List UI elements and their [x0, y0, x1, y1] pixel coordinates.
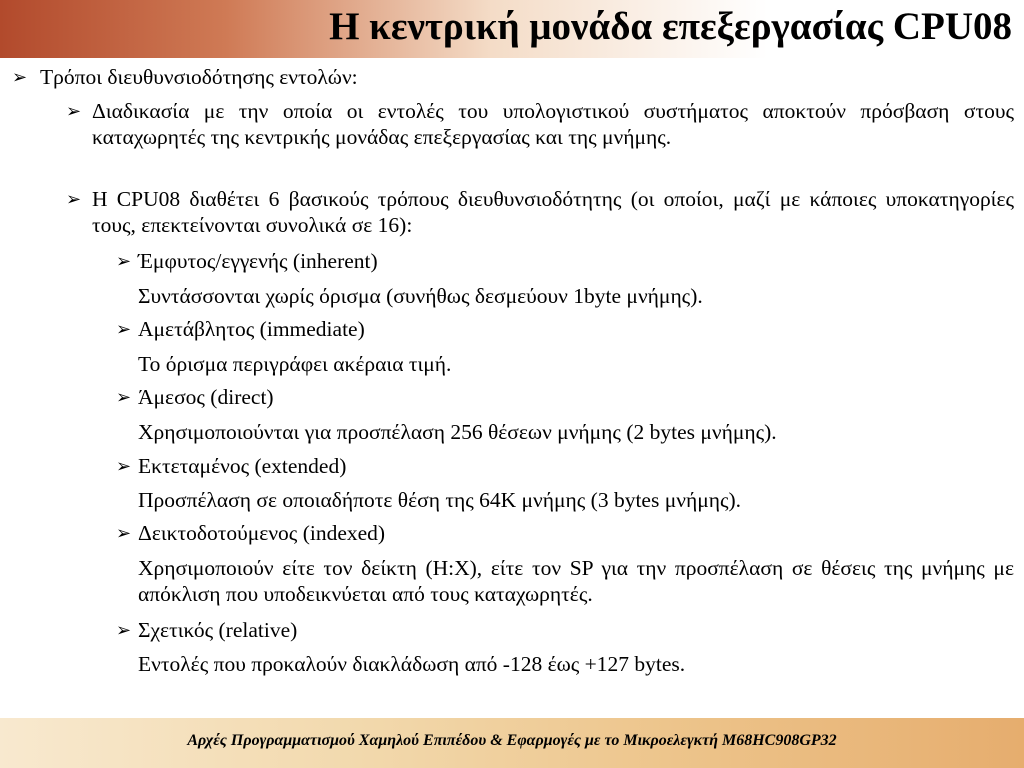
bullet-arrow-icon: ➢ [116, 251, 132, 271]
bullet-arrow-icon: ➢ [116, 387, 132, 407]
bullet-level2-text: Διαδικασία με την οποία οι εντολές του υπολογιστικού συστήματος αποκτούν πρόσβαση στους καταχωρητές της κεντρικής μονάδας επεξεργασίας και της μνήμης. [92, 99, 1014, 149]
bullet-arrow-icon: ➢ [66, 101, 82, 121]
mode-description: Συντάσσονται χωρίς όρισμα (συνήθως δεσμεύουν 1byte μνήμης). [138, 284, 703, 308]
slide-title: Η κεντρική μονάδα επεξεργασίας CPU08 [329, 5, 1012, 48]
mode-name: Εκτεταμένος (extended) [138, 454, 347, 478]
title-bar [0, 0, 1024, 58]
slide-content [0, 62, 1024, 712]
mode-name: Αμετάβλητος (immediate) [138, 317, 365, 341]
bullet-arrow-icon: ➢ [66, 189, 82, 209]
mode-name: Δεικτοδοτούμενος (indexed) [138, 521, 386, 545]
mode-name: Έμφυτος/εγγενής (inherent) [138, 249, 378, 273]
footer-bar [0, 718, 1024, 768]
bullet-arrow-icon: ➢ [116, 319, 132, 339]
mode-description: Χρησιμοποιούν είτε τον δείκτη (H:X), είτε τον SP για την προσπέλαση σε θέσεις της μνήμης με απόκλιση που υποδεικνύεται από τους καταχωρητές. [138, 556, 1014, 606]
mode-name: Σχετικός (relative) [138, 618, 298, 642]
mode-description: Εντολές που προκαλούν διακλάδωση από -128 έως +127 bytes. [138, 652, 686, 676]
mode-description: Το όρισμα περιγράφει ακέραια τιμή. [138, 352, 452, 376]
bullet-arrow-icon: ➢ [12, 67, 28, 87]
mode-name: Άμεσος (direct) [138, 385, 274, 409]
bullet-level1-text: Τρόποι διευθυνσιοδότησης εντολών: [40, 65, 358, 89]
bullet-arrow-icon: ➢ [116, 620, 132, 640]
bullet-arrow-icon: ➢ [116, 456, 132, 476]
bullet-arrow-icon: ➢ [116, 523, 132, 543]
footer-text: Αρχές Προγραμματισμού Χαμηλού Επιπέδου & Εφαρμογές με το Μικροελεγκτή Μ68HC908GP32 [187, 732, 837, 749]
bullet-level2-text: Η CPU08 διαθέτει 6 βασικούς τρόπους διευθυνσιοδότητης (οι οποίοι, μαζί με κάποιες υποκατηγορίες τους, επεκτείνονται συνολικά σε 16): [92, 187, 1014, 237]
mode-description: Χρησιμοποιούνται για προσπέλαση 256 θέσεων μνήμης (2 bytes μνήμης). [138, 420, 777, 444]
mode-description: Προσπέλαση σε οποιαδήποτε θέση της 64K μνήμης (3 bytes μνήμης). [138, 488, 742, 512]
